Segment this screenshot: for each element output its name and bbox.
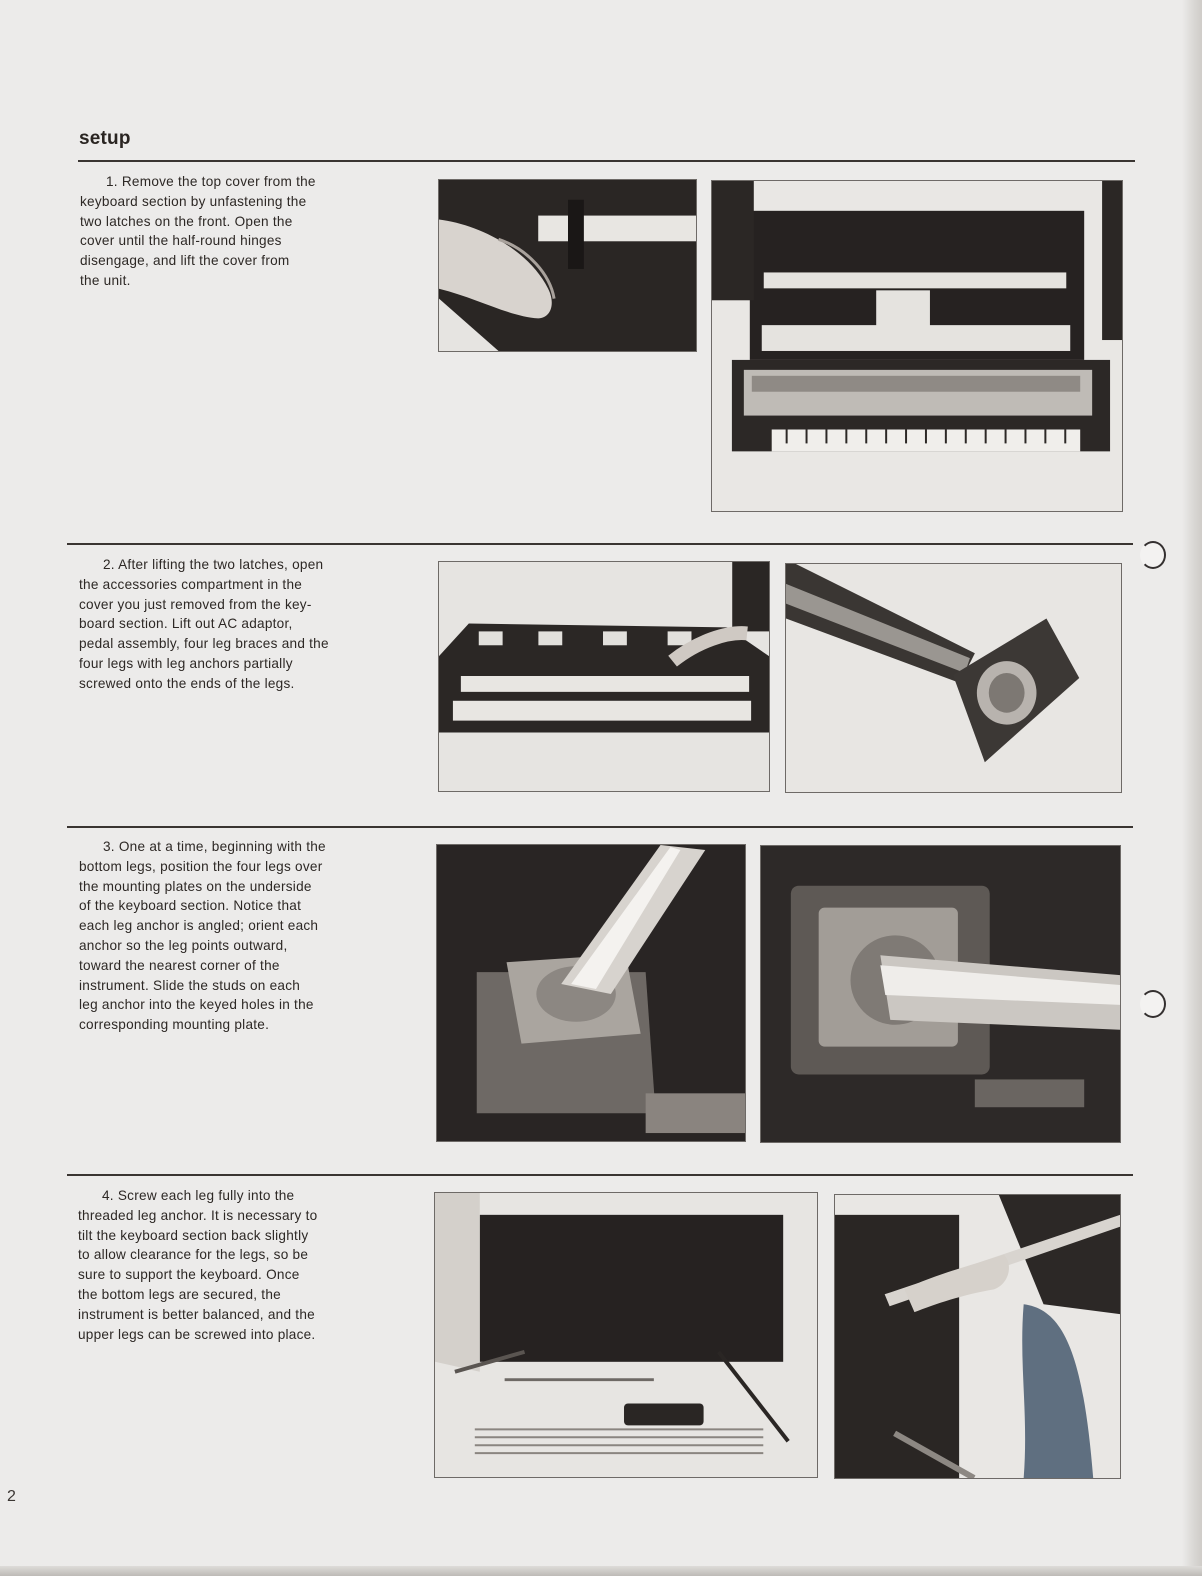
photo-keyboard-underside-with-legs	[434, 1192, 818, 1478]
photo-leg-with-anchor	[785, 563, 1122, 793]
step-3-rule	[67, 826, 1133, 828]
binder-punch-hole	[1140, 990, 1166, 1018]
page-bottom-edge	[0, 1566, 1202, 1576]
step-3-text: 3. One at a time, beginning with the bottom legs, position the four legs over the mounting plates on the underside of the keyboard section. Notice that each leg anchor is angled; orient each anchor so the leg points outward, toward the nearest corner of the instrument. Slide the studs on each leg anchor into the keyed holes in the corresponding mounting plate.	[79, 839, 326, 1033]
photo-screwing-leg	[834, 1194, 1121, 1479]
page-number: 2	[7, 1488, 16, 1505]
photo-leg-anchor-closeup	[760, 845, 1121, 1143]
photo-hand-unfastening-latch	[438, 179, 697, 352]
step-1-text: 1. Remove the top cover from the keyboard section by unfastening the two latches on the front. Open the cover until the half-round hinges disengage, and lift the cover from the unit.	[80, 174, 316, 288]
photo-leg-on-mounting-plate	[436, 844, 746, 1142]
step-4-text: 4. Screw each leg fully into the threaded leg anchor. It is necessary to tilt the keyboard section back slightly to allow clearance for the legs, so be sure to support the keyboard. Once the bottom legs are secured, the instrument is better balanced, and the upper legs can be screwed into place.	[78, 1188, 318, 1342]
binder-punch-hole	[1140, 541, 1166, 569]
photo-keyboard-cover-lifted	[711, 180, 1123, 512]
step-2-text: 2. After lifting the two latches, open the accessories compartment in the cover you just removed from the key- board section. Lift out AC adaptor, pedal assembly, four leg braces and the four legs with leg anchors partially screwed onto the ends of the legs.	[79, 557, 329, 691]
step-2-rule	[67, 543, 1133, 545]
step-4-rule	[67, 1174, 1133, 1176]
photo-accessories-compartment	[438, 561, 770, 792]
page-edge-shadow	[1182, 0, 1202, 1576]
title-rule	[78, 160, 1135, 162]
section-title: setup	[79, 128, 131, 149]
